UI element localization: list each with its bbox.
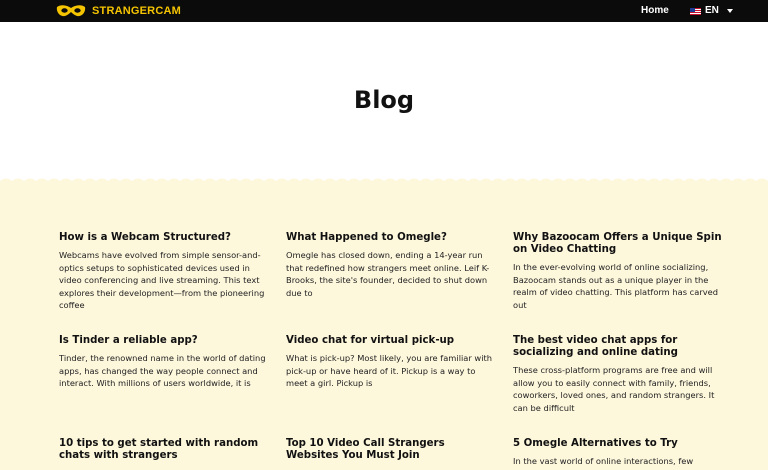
top-navbar <box>0 0 768 22</box>
brand-name: STRANGERCAM <box>92 5 181 17</box>
post-excerpt: What is pick-up? Most likely, you are familiar with pick-up or have heard of it. Pickup is a way to meet a girl. Pickup is <box>286 353 493 389</box>
post-title[interactable]: Is Tinder a reliable app? <box>59 335 198 346</box>
blog-post-card[interactable] <box>59 232 269 312</box>
blog-post-card[interactable] <box>59 438 269 467</box>
blog-post-card[interactable] <box>286 335 496 390</box>
post-title[interactable]: 5 Omegle Alternatives to Try <box>513 438 678 449</box>
blog-background <box>0 184 768 470</box>
blog-section <box>0 176 768 470</box>
language-selector[interactable] <box>690 3 733 19</box>
post-title[interactable]: Why Bazoocam Offers a Unique Spin on Video Chatting <box>513 232 722 255</box>
blog-post-card[interactable] <box>513 438 723 468</box>
post-excerpt: In the vast world of online interactions, few <box>513 456 694 466</box>
blog-post-card[interactable] <box>286 232 496 299</box>
post-excerpt: Omegle has closed down, ending a 14-year run that redefined how strangers meet online. Leif K-Brooks, the site's founder, decided to shut down due to <box>286 250 490 298</box>
caret-down-icon <box>727 9 733 13</box>
post-title[interactable]: Video chat for virtual pick-up <box>286 335 455 346</box>
post-title[interactable]: The best video chat apps for socializing and online dating <box>513 335 678 358</box>
mask-logo-icon <box>55 4 87 18</box>
blog-post-card[interactable] <box>513 232 723 311</box>
post-excerpt: These cross-platform programs are free and will allow you to easily connect with family, friends, coworkers, loved ones, and random strangers. It can be difficult <box>513 365 715 413</box>
blog-post-card[interactable] <box>59 335 269 390</box>
post-excerpt: Tinder, the renowned name in the world of dating apps, has changed the way people connect and interact. With millions of users worldwide, it is <box>59 353 266 389</box>
post-excerpt: In the ever-evolving world of online socializing, Bazoocam stands out as a unique player in the realm of video chatting. This platform has carved out <box>513 262 719 310</box>
us-flag-icon <box>690 8 701 15</box>
post-title[interactable]: Top 10 Video Call Strangers Websites You Must Join <box>286 438 445 461</box>
post-title[interactable]: What Happened to Omegle? <box>286 232 447 243</box>
blog-post-card[interactable] <box>286 438 496 467</box>
language-label: EN <box>705 5 719 16</box>
post-title[interactable]: How is a Webcam Structured? <box>59 232 231 243</box>
post-title[interactable]: 10 tips to get started with random chats with strangers <box>59 438 259 461</box>
blog-post-card[interactable] <box>513 335 723 414</box>
brand-link[interactable] <box>55 2 181 20</box>
page-title: Blog <box>353 86 415 114</box>
nav-home-link[interactable]: Home <box>641 5 669 16</box>
post-excerpt: Webcams have evolved from simple sensor-and-optics setups to sophisticated devices used in video conferencing and live streaming. This text explores their development—from the pioneering coffee <box>59 250 265 311</box>
